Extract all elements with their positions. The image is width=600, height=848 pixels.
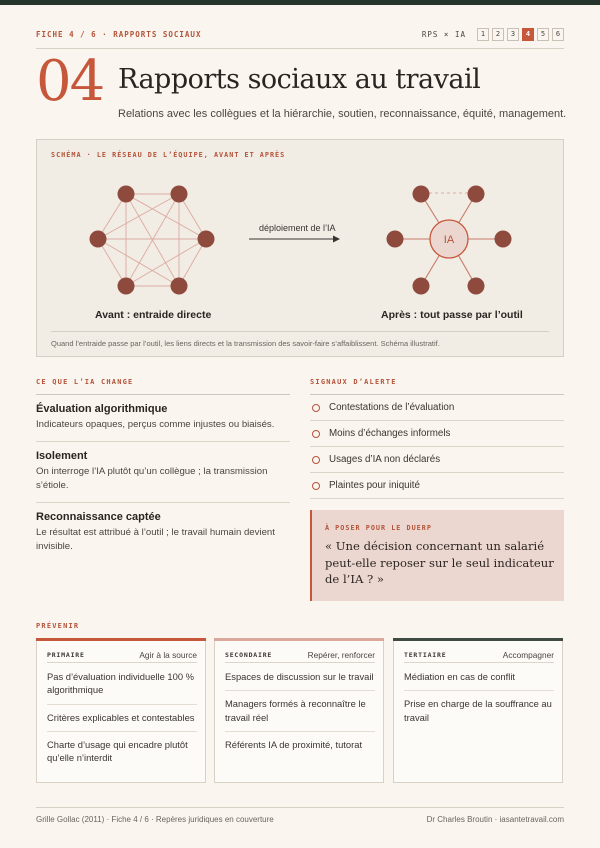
schema-note: Quand l’entraide passe par l’outil, les liens directs et la transmission des savoir-faire s’affaiblissent. Schéma illustratif. [51,339,440,348]
duerp-quote: « Une décision concernant un salarié peut-elle reposer sur le seul indicateur de l’IA ? » [325,539,554,586]
network-diagram [37,140,565,358]
schema-title: SCHÉMA · LE RÉSEAU DE L’ÉQUIPE, AVANT ET APRÈS [51,151,286,159]
ai-hub-label: IA [443,234,455,246]
footer-author: Dr Charles Broutin · iasantetravail.com [426,815,564,824]
network-schema-panel [36,139,564,357]
before-node [171,278,188,295]
after-node [413,278,430,295]
signal-item [310,395,564,421]
change-text: On interroge l’IA plutôt qu’un collègue ; la transmission s’étiole. [36,466,268,491]
fiche-label: FICHE 4 / 6 · RAPPORTS SOCIAUX [36,30,202,39]
bullet-circle-icon [312,456,320,464]
change-item [36,503,290,563]
schema-divider [51,331,549,332]
footer-source: Grille Gollac (2011) · Fiche 4 / 6 · Repères juridiques en couverture [36,815,274,824]
change-title: Isolement [36,450,88,462]
after-node [413,186,430,203]
page-subtitle: Relations avec les collègues et la hiérarchie, soutien, reconnaissance, équité, management. [118,108,567,120]
card-item: Espaces de discussion sur le travail [225,668,375,691]
bullet-circle-icon [312,482,320,490]
page-6-button[interactable]: 6 [552,28,564,41]
card-level: TERTIAIRE [404,651,447,659]
changes-section [36,378,290,563]
card-item: Critères explicables et contestables [47,709,197,732]
page-header [36,27,564,43]
signal-item [310,421,564,447]
before-node [118,278,135,295]
signals-section [310,378,564,499]
page-1-button[interactable]: 1 [477,28,489,41]
changes-heading: CE QUE L’IA CHANGE [36,378,290,395]
signal-label: Moins d’échanges informels [329,428,451,439]
after-caption: Après : tout passe par l’outil [381,309,523,321]
card-subtitle: Accompagner [502,650,554,660]
card-level: SECONDAIRE [225,651,273,659]
signal-label: Usages d’IA non déclarés [329,454,441,465]
signal-label: Plaintes pour iniquité [329,480,420,491]
change-text: Le résultat est attribué à l’outil ; le travail humain devient invisible. [36,527,275,552]
card-item: Charte d’usage qui encadre plutôt qu’elle n’interdit [47,738,188,764]
footer-divider [36,807,564,808]
before-node [90,231,107,248]
top-accent-bar [0,0,600,5]
duerp-label: À POSER POUR LE DUERP [325,524,432,532]
duerp-callout [310,510,564,601]
card-subtitle: Repérer, renforcer [307,650,375,660]
signal-label: Contestations de l’évaluation [329,402,455,413]
card-item: Pas d’évaluation individuelle 100 % algorithmique [47,668,197,705]
page-navigator [477,28,564,41]
card-level: PRIMAIRE [47,651,85,659]
card-item: Référents IA de proximité, tutorat [225,738,363,750]
card-divider [404,662,554,663]
deploy-label: déploiement de l’IA [259,223,336,233]
card-divider [47,662,197,663]
after-node [468,186,485,203]
signal-item [310,447,564,473]
before-node [171,186,188,203]
change-title: Reconnaissance captée [36,511,161,523]
before-caption: Avant : entraide directe [95,309,212,321]
page-4-button-active[interactable]: 4 [522,28,534,41]
deploy-arrow [249,236,340,243]
prevention-card-primary [36,638,206,783]
card-accent-bar [393,638,563,641]
rps-label: RPS × IA [421,30,466,39]
fiche-number: 04 [36,49,104,114]
prevention-card-tertiary [393,638,563,783]
change-item [36,442,290,503]
page-title: Rapports sociaux au travail [118,64,481,95]
card-item: Managers formés à reconnaître le travail réel [225,695,375,732]
card-accent-bar [214,638,384,641]
card-item: Prise en charge de la souffrance au travail [404,698,552,723]
before-node [118,186,135,203]
prevent-heading: PRÉVENIR [36,622,80,630]
card-accent-bar [36,638,206,641]
prevention-card-secondary [214,638,384,783]
before-node [198,231,215,248]
signals-heading: SIGNAUX D’ALERTE [310,378,564,395]
header-divider [36,48,564,49]
bullet-circle-icon [312,404,320,412]
card-item: Médiation en cas de conflit [404,668,554,691]
after-node [387,231,404,248]
signal-item [310,473,564,499]
prevention-cards [36,638,564,783]
change-item [36,395,290,442]
page-5-button[interactable]: 5 [537,28,549,41]
change-title: Évaluation algorithmique [36,403,168,415]
card-divider [225,662,375,663]
after-node [495,231,512,248]
page-2-button[interactable]: 2 [492,28,504,41]
page-3-button[interactable]: 3 [507,28,519,41]
card-subtitle: Agir à la source [139,650,197,660]
change-text: Indicateurs opaques, perçus comme injustes ou biaisés. [36,419,275,430]
bullet-circle-icon [312,430,320,438]
after-node [468,278,485,295]
before-network [98,194,206,286]
